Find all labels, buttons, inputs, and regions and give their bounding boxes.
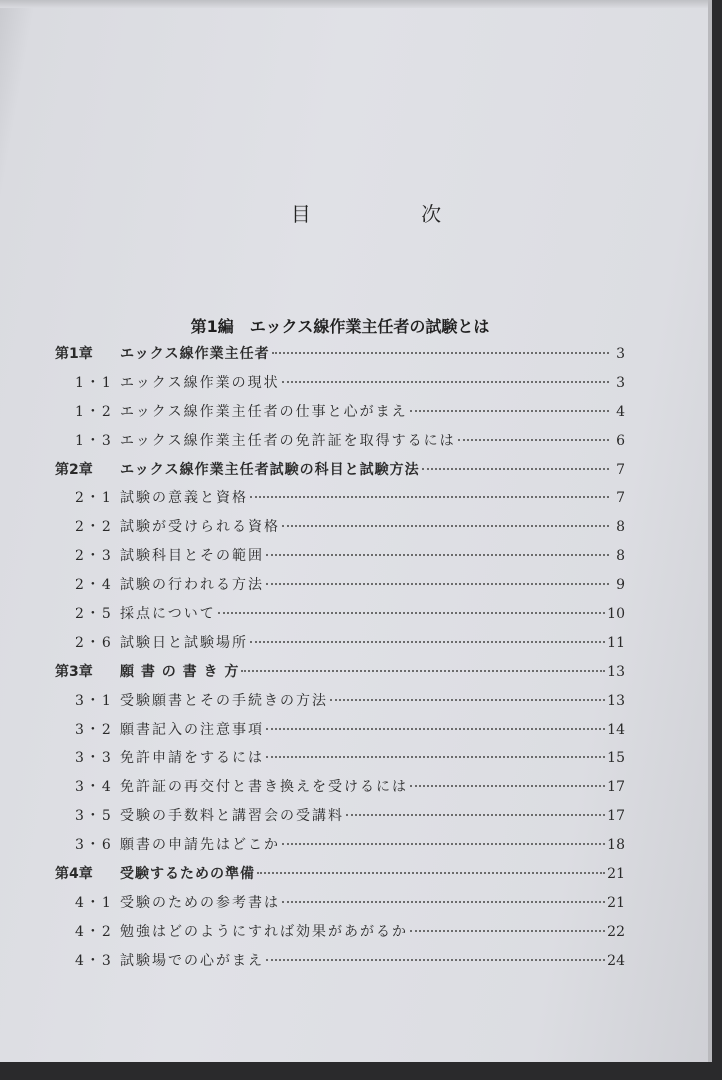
page-number: 13 [607, 663, 625, 680]
entry-title: エックス線作業の現状 [120, 374, 280, 391]
page-number: 21 [607, 894, 625, 911]
dot-leader [282, 525, 609, 527]
entry-number: 4・3 [75, 952, 113, 969]
entry-number: 1・1 [75, 374, 113, 391]
entry-title: 願 書 の 書 き 方 [120, 663, 240, 680]
toc-section-row [55, 632, 625, 661]
entry-title: 試験場での心がまえ [120, 952, 264, 969]
toc-section-row [55, 950, 625, 979]
dot-leader [458, 439, 609, 441]
dot-leader [250, 496, 609, 498]
entry-title: 受験のための参考書は [120, 894, 280, 911]
dot-leader [266, 728, 605, 730]
page-number: 22 [607, 923, 625, 940]
page-number: 17 [607, 779, 625, 796]
page-number: 4 [616, 403, 625, 420]
entry-number: 4・1 [75, 894, 113, 911]
entry-title: 願書の申請先はどこか [120, 837, 280, 854]
entry-title: エックス線作業主任者の仕事と心がまえ [120, 403, 408, 420]
dot-leader [250, 641, 605, 643]
toc-section-row [55, 892, 625, 921]
dot-leader [241, 670, 605, 672]
toc-section-row [55, 690, 625, 719]
dot-leader [218, 612, 605, 614]
entry-number: 3・1 [75, 692, 113, 709]
dot-leader [266, 583, 609, 585]
page-number: 3 [616, 346, 625, 362]
dot-leader [410, 930, 605, 932]
entry-title: 受験するための準備 [120, 866, 255, 883]
entry-title: 試験が受けられる資格 [120, 519, 280, 536]
entry-number: 第2章 [55, 461, 93, 478]
entry-title: 試験の行われる方法 [120, 577, 264, 594]
entry-number: 3・5 [75, 808, 113, 825]
dot-leader [266, 554, 609, 556]
dot-leader [330, 699, 605, 701]
page-number: 13 [607, 692, 625, 709]
dot-leader [282, 901, 605, 903]
page-number: 9 [616, 577, 625, 594]
entry-title: 受験願書とその手続きの方法 [120, 692, 328, 709]
entry-title: 受験の手数料と講習会の受講料 [120, 808, 344, 825]
toc-section-row [55, 719, 625, 748]
entry-number: 3・3 [75, 750, 113, 767]
entry-title: エックス線作業主任者試験の科目と試験方法 [120, 461, 420, 478]
entry-title: 採点について [120, 606, 216, 623]
part-heading: 第1編 エックス線作業主任者の試験とは [190, 317, 490, 336]
entry-number: 2・4 [75, 577, 113, 594]
entry-number: 2・2 [75, 519, 113, 536]
toc-section-row [55, 921, 625, 950]
toc-section-row [55, 747, 625, 776]
entry-title: 願書記入の注意事項 [120, 721, 264, 738]
dot-leader [346, 814, 605, 816]
toc-section-row [55, 834, 625, 863]
toc-section-row [55, 776, 625, 805]
dot-leader [422, 468, 609, 470]
toc-chapter-row [55, 661, 625, 690]
dot-leader [282, 843, 605, 845]
toc-chapter-row [55, 459, 625, 488]
page-number: 24 [607, 952, 625, 969]
page-number: 15 [607, 750, 625, 767]
toc-section-row [55, 574, 625, 603]
entry-number: 2・1 [75, 490, 113, 507]
entry-number: 4・2 [75, 923, 113, 940]
toc-chapter-row [55, 343, 625, 372]
table-of-contents [55, 343, 625, 979]
entry-number: 3・6 [75, 837, 113, 854]
entry-number: 2・3 [75, 548, 113, 565]
page-number: 21 [607, 866, 625, 883]
toc-section-row [55, 401, 625, 430]
toc-section-row [55, 603, 625, 632]
page-number: 11 [607, 634, 625, 651]
toc-section-row [55, 430, 625, 459]
dot-leader [410, 410, 609, 412]
dot-leader [410, 785, 605, 787]
page-number: 8 [616, 548, 625, 565]
entry-title: 免許証の再交付と書き換えを受けるには [120, 779, 408, 796]
toc-section-row [55, 545, 625, 574]
toc-section-row [55, 805, 625, 834]
page-edge [0, 0, 708, 8]
entry-title: エックス線作業主任者 [120, 346, 270, 362]
entry-number: 第3章 [55, 663, 93, 680]
dot-leader [266, 959, 605, 961]
entry-title: 試験日と試験場所 [120, 634, 248, 651]
page-number: 7 [616, 490, 625, 507]
dot-leader [266, 756, 605, 758]
entry-number: 1・3 [75, 432, 113, 449]
entry-number: 2・5 [75, 606, 113, 623]
page-title: 目 次 [290, 202, 494, 226]
entry-number: 3・2 [75, 721, 113, 738]
page-number: 7 [616, 461, 625, 478]
page-number: 14 [607, 721, 625, 738]
toc-chapter-row [55, 863, 625, 892]
toc-section-row [55, 516, 625, 545]
entry-number: 2・6 [75, 634, 113, 651]
dot-leader [282, 381, 609, 383]
entry-title: 試験科目とその範囲 [120, 548, 264, 565]
page-number: 10 [607, 606, 625, 623]
entry-number: 第1章 [55, 346, 93, 362]
entry-number: 第4章 [55, 866, 93, 883]
entry-number: 3・4 [75, 779, 113, 796]
toc-section-row [55, 487, 625, 516]
page-number: 8 [616, 519, 625, 536]
page-number: 6 [616, 432, 625, 449]
entry-title: 試験の意義と資格 [120, 490, 248, 507]
entry-number: 1・2 [75, 403, 113, 420]
page-number: 18 [607, 837, 625, 854]
entry-title: エックス線作業主任者の免許証を取得するには [120, 432, 456, 449]
dot-leader [272, 352, 609, 354]
entry-title: 勉強はどのようにすれば効果があがるか [120, 923, 408, 940]
page-number: 3 [616, 374, 625, 391]
dot-leader [257, 872, 605, 874]
entry-title: 免許申請をするには [120, 750, 264, 767]
toc-section-row [55, 372, 625, 401]
page-number: 17 [607, 808, 625, 825]
